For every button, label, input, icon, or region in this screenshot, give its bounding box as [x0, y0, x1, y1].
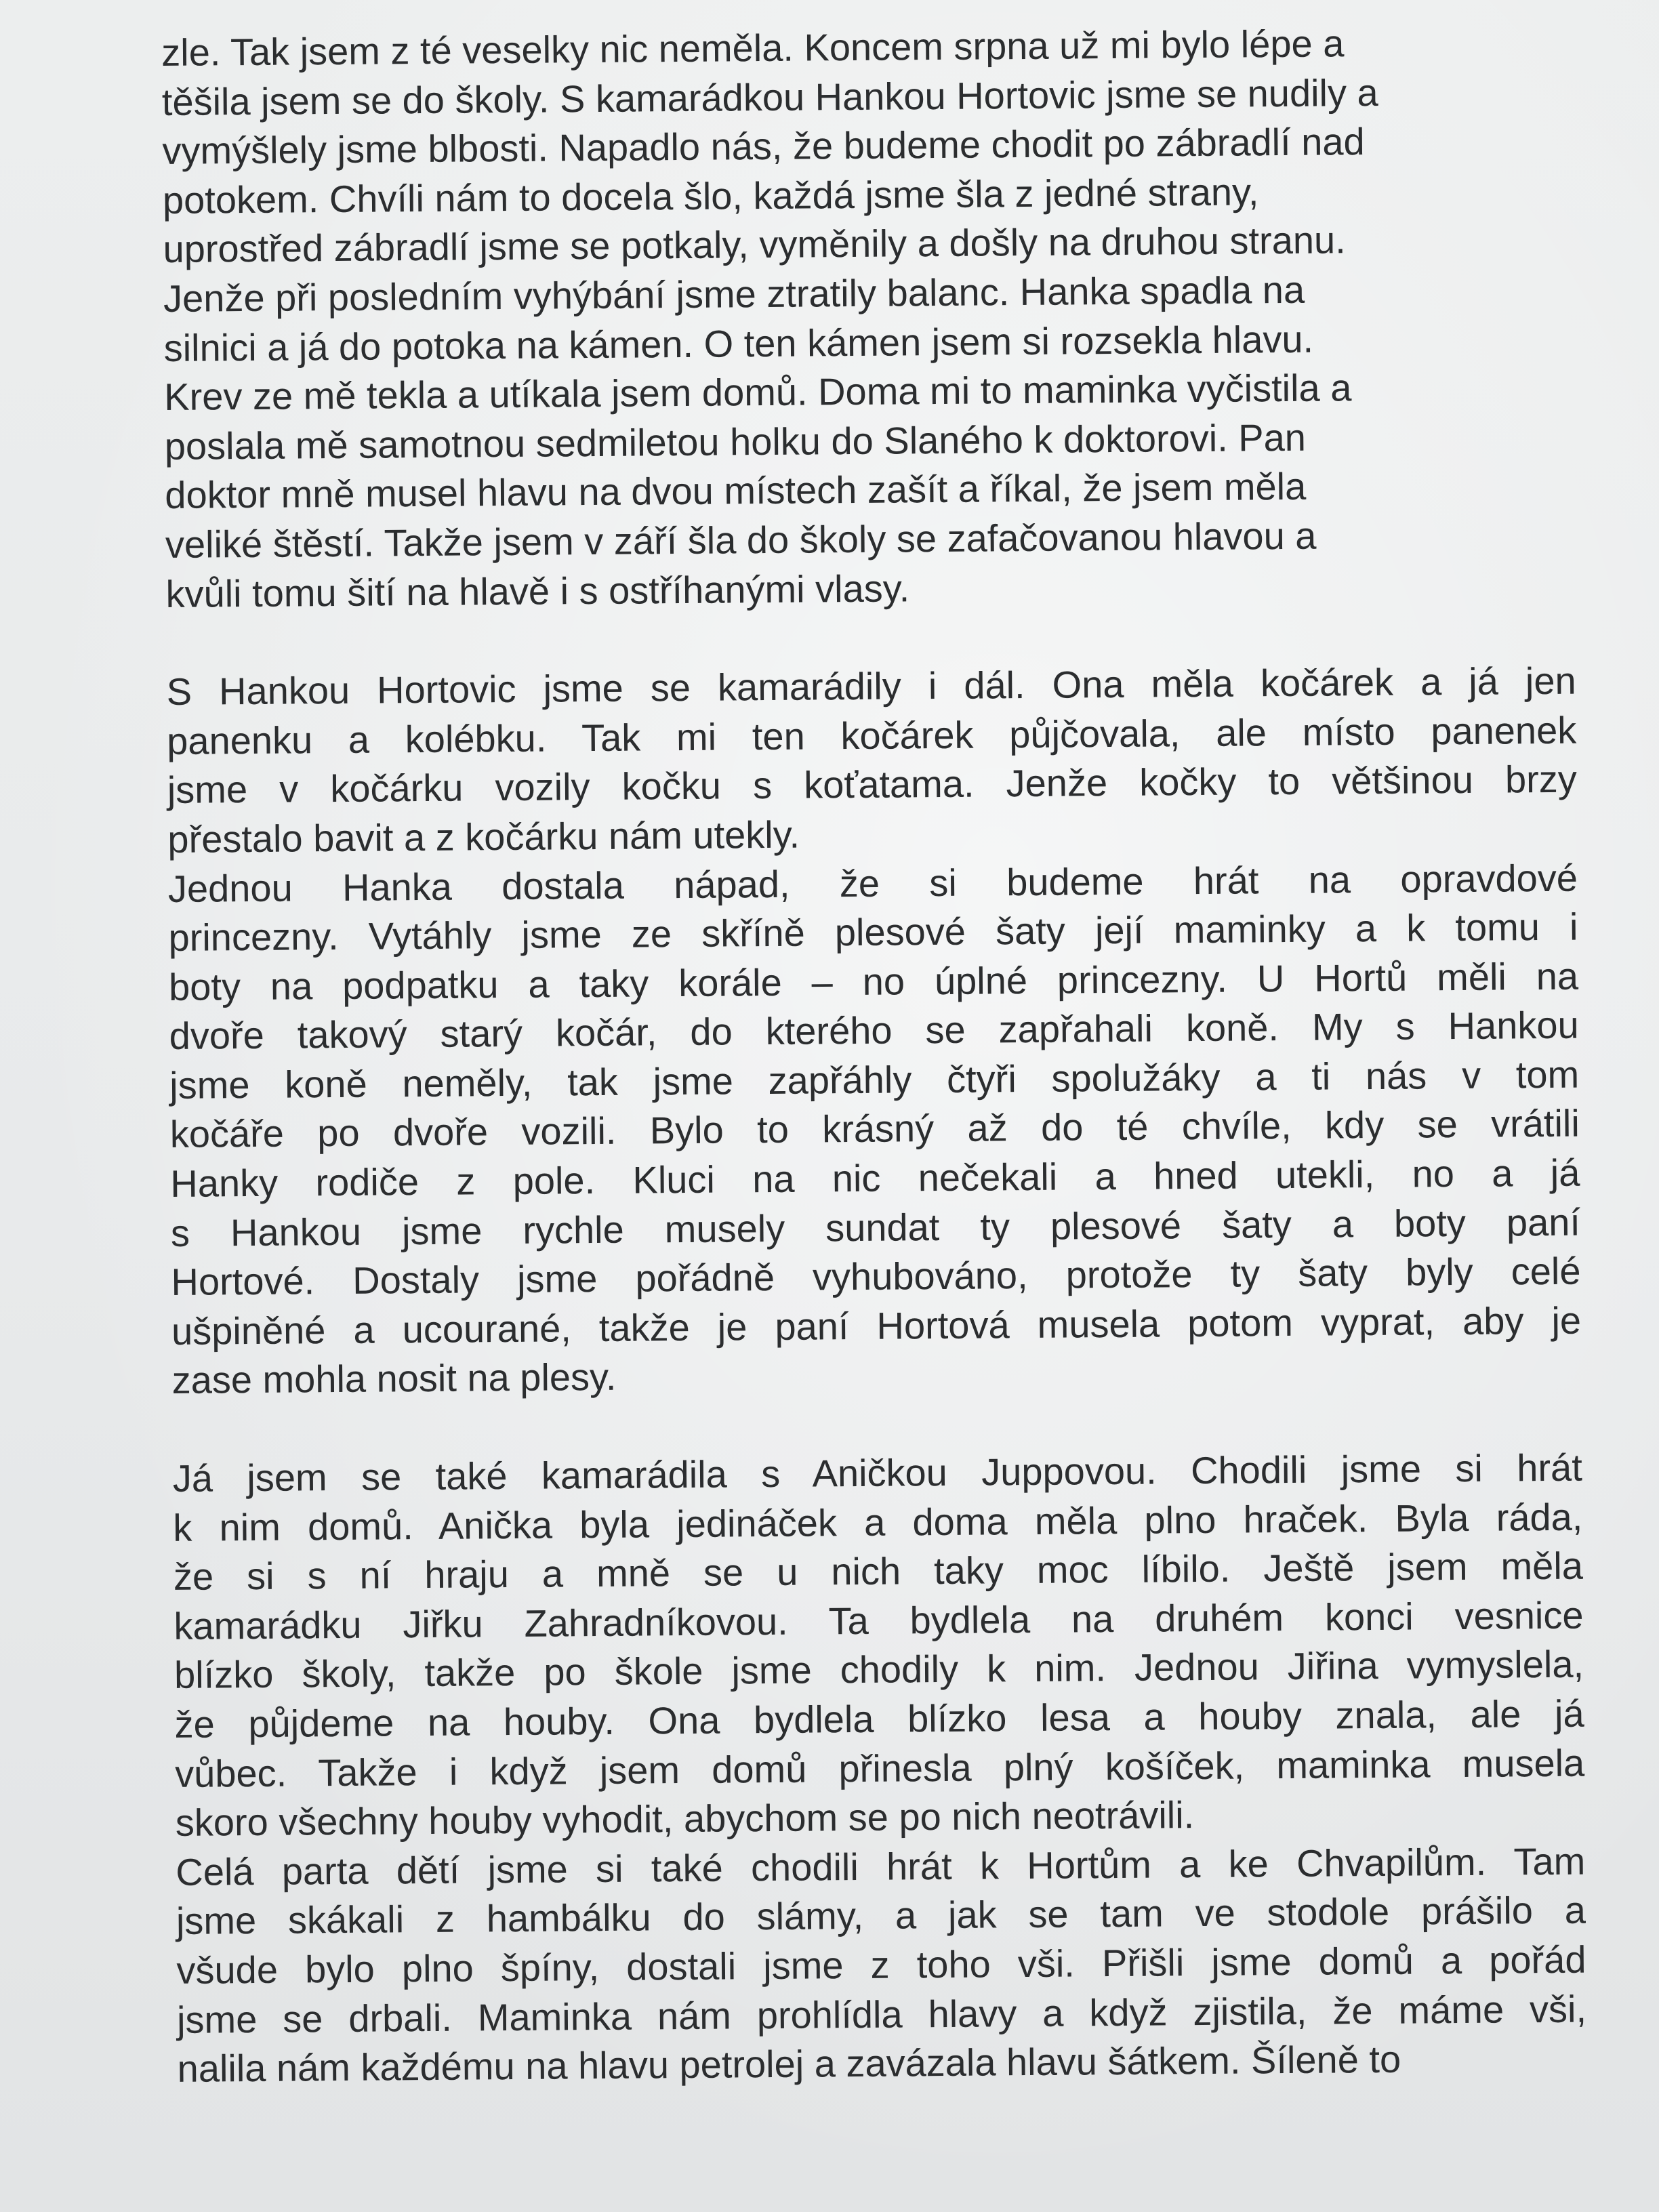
text-line: Krev ze mě tekla a utíkala jsem domů. Doma mi to maminka vyčistila a — [164, 366, 1352, 419]
text-line: k nim domů. Anička byla jedináček a doma měla plno hraček. Byla ráda, — [173, 1495, 1583, 1549]
text-line: Celá parta dětí jsme si také chodili hrát k Hortům a ke Chvapilům. Tam — [176, 1839, 1586, 1893]
document-body — [161, 18, 1587, 2094]
text-line: jsme v kočárku vozily kočku s koťatama. Jenže kočky to většinou brzy — [167, 757, 1578, 812]
text-line: dvoře takový starý kočár, do kterého se zapřahali koně. My s Hankou — [169, 1003, 1579, 1058]
text-line: vůbec. Takže i když jsem domů přinesla plný košíček, maminka musela — [174, 1741, 1585, 1795]
text-line: zle. Tak jsem z té veselky nic neměla. Koncem srpna už mi bylo lépe a — [161, 22, 1345, 74]
text-line: jsme se drbali. Maminka nám prohlídla hlavy a když zjistila, že máme vši, — [176, 1987, 1587, 2041]
text-line: že si s ní hraju a mně se u nich taky moc líbilo. Ještě jsem měla — [173, 1544, 1584, 1599]
text-line: Hanky rodiče z pole. Kluci na nic nečekali a hned utekli, no a já — [170, 1151, 1580, 1206]
text-line: zase mohla nosit na plesy. — [171, 1355, 617, 1402]
paragraph-3 — [173, 1443, 1587, 2094]
text-line: S Hankou Hortovic jsme se kamarádily i dál. Ona měla kočárek a já jen — [166, 659, 1576, 714]
text-line: Já jsem se také kamarádila s Aničkou Juppovou. Chodili jsme si hrát — [172, 1446, 1582, 1500]
text-line: panenku a kolébku. Tak mi ten kočárek půjčovala, ale místo panenek — [167, 708, 1577, 762]
text-line: nalila nám každému na hlavu petrolej a zavázala hlavu šátkem. Šíleně to — [177, 2037, 1401, 2091]
text-line: že půjdeme na houby. Ona bydlela blízko lesa a houby znala, ale já — [174, 1692, 1584, 1746]
text-line: veliké štěstí. Takže jsem v září šla do školy se zafačovanou hlavou a — [165, 514, 1317, 566]
text-line: kamarádku Jiřku Zahradníkovou. Ta bydlela na druhém konci vesnice — [173, 1593, 1584, 1647]
text-line: blízko školy, takže po škole jsme chodily k nim. Jednou Jiřina vymyslela, — [173, 1642, 1584, 1697]
text-line: boty na podpatku a taky korále – no úplné princezny. U Hortů měli na — [168, 954, 1579, 1008]
text-line: s Hankou jsme rychle musely sundat ty plesové šaty a boty paní — [170, 1200, 1581, 1254]
text-line: uprostřed zábradlí jsme se potkaly, vyměnily a došly na druhou stranu. — [163, 218, 1346, 271]
text-line: ušpiněné a ucourané, takže je paní Hortová musela potom vyprat, aby je — [171, 1298, 1582, 1353]
text-line: poslala mě samotnou sedmiletou holku do Slaného k doktorovi. Pan — [164, 415, 1307, 468]
text-line: potokem. Chvíli nám to docela šlo, každá jsme šla z jedné strany, — [162, 170, 1259, 222]
text-line: doktor mně musel hlavu na dvou místech zašít a říkal, že jsem měla — [165, 465, 1307, 517]
text-line: silnici a já do potoka na kámen. O ten kámen jsem si rozsekla hlavu. — [163, 317, 1314, 369]
text-line: kvůli tomu šití na hlavě i s ostříhanými vlasy. — [165, 566, 910, 615]
text-line: vymýšlely jsme blbosti. Napadlo nás, že budeme chodit po zábradlí nad — [162, 120, 1365, 173]
paragraph-2 — [166, 657, 1581, 1406]
text-line: Hortové. Dostaly jsme pořádně vyhubováno, protože ty šaty byly celé — [171, 1249, 1581, 1304]
text-line: kočáře po dvoře vozili. Bylo to krásný až do té chvíle, kdy se vrátili — [169, 1102, 1580, 1156]
text-line: Jenže při posledním vyhýbání jsme ztratily balanc. Hanka spadla na — [163, 268, 1305, 320]
text-line: všude bylo plno špíny, dostali jsme z toho vši. Přišli jsme domů a pořád — [176, 1938, 1586, 1992]
text-line: Jednou Hanka dostala nápad, že si budeme hrát na opravdové — [167, 856, 1578, 910]
text-line: skoro všechny houby vyhodit, abychom se po nich neotrávili. — [175, 1793, 1195, 1845]
text-line: přestalo bavit a z kočárku nám utekly. — [167, 813, 800, 861]
text-line: jsme skákali z hambálku do slámy, a jak se tam ve stodole prášilo a — [176, 1888, 1586, 1943]
text-line: princezny. Vytáhly jsme ze skříně plesové šaty její maminky a k tomu i — [168, 905, 1578, 960]
text-line: jsme koně neměly, tak jsme zapřáhly čtyři spolužáky a ti nás v tom — [169, 1052, 1580, 1107]
text-line: těšila jsem se do školy. S kamarádkou Hankou Hortovic jsme se nudily a — [161, 70, 1378, 123]
paragraph-1 — [161, 18, 1576, 619]
